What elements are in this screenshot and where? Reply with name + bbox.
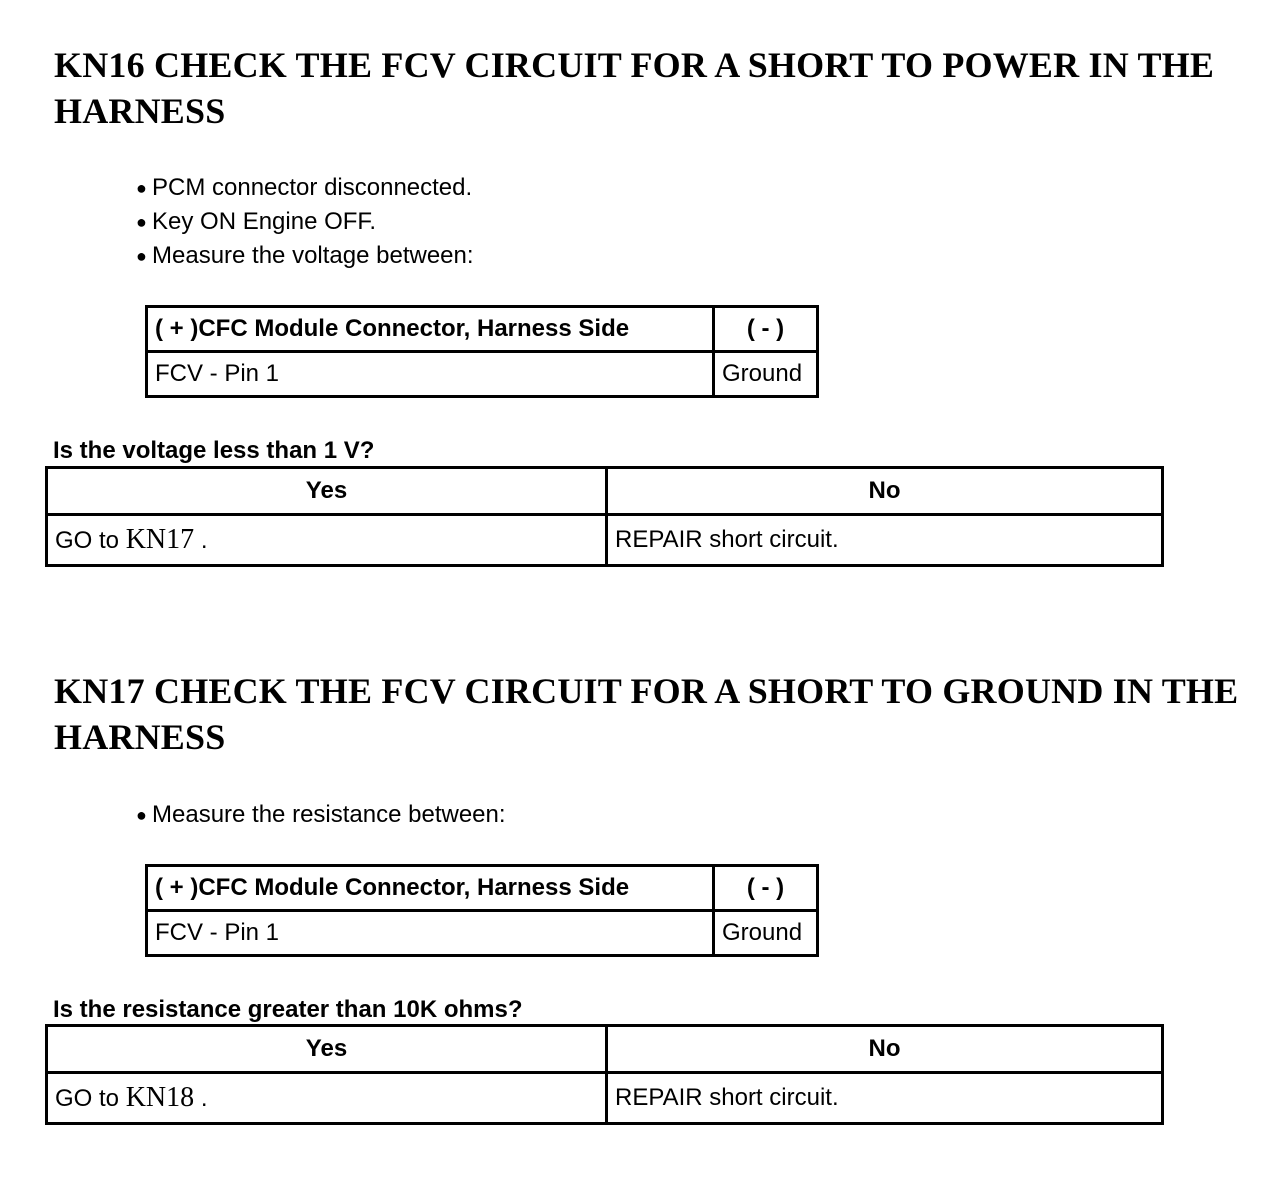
instruction-item (136, 171, 474, 205)
positive-lead-header: ( + )CFC Module Connector, Harness Side (147, 866, 714, 911)
table-row (47, 515, 1163, 566)
table-header-row (147, 866, 818, 911)
yes-action-prefix: GO to (55, 527, 120, 554)
no-header: No (607, 1026, 1163, 1073)
no-action: REPAIR short circuit. (607, 515, 1163, 566)
table-header-row (47, 1026, 1163, 1073)
instruction-text: Measure the voltage between: (152, 242, 474, 269)
step-link-kn18[interactable]: KN18 (125, 1082, 195, 1113)
bullet-icon: ● (136, 246, 147, 266)
result-table-kn16 (45, 466, 1164, 567)
section-title-kn17: KN17 CHECK THE FCV CIRCUIT FOR A SHORT TO GROUND IN THE HARNESS (54, 671, 1239, 757)
positive-lead-header: ( + )CFC Module Connector, Harness Side (147, 307, 714, 352)
instruction-text: PCM connector disconnected. (152, 174, 473, 201)
instruction-text: Key ON Engine OFF. (152, 208, 377, 235)
step-link-kn17[interactable]: KN17 (125, 524, 195, 555)
negative-lead-value: Ground (714, 911, 818, 956)
instruction-text: Measure the resistance between: (152, 801, 506, 828)
negative-lead-header: ( - ) (714, 866, 818, 911)
instruction-list-kn17 (136, 798, 506, 832)
negative-lead-header: ( - ) (714, 307, 818, 352)
table-header-row (147, 307, 818, 352)
instruction-item (136, 798, 506, 832)
positive-lead-value: FCV - Pin 1 (147, 352, 714, 397)
table-row (147, 911, 818, 956)
positive-lead-value: FCV - Pin 1 (147, 911, 714, 956)
bullet-icon: ● (136, 178, 147, 198)
no-action: REPAIR short circuit. (607, 1073, 1163, 1124)
bullet-icon: ● (136, 805, 147, 825)
yes-action-suffix: . (200, 527, 208, 554)
section-title-kn16: KN16 CHECK THE FCV CIRCUIT FOR A SHORT TO POWER IN THE HARNESS (54, 45, 1215, 131)
bullet-icon: ● (136, 212, 147, 232)
negative-lead-value: Ground (714, 352, 818, 397)
result-table-kn17 (45, 1024, 1164, 1125)
instruction-item (136, 205, 474, 239)
instruction-item (136, 239, 474, 273)
yes-header: Yes (47, 468, 607, 515)
instruction-list-kn16 (136, 171, 474, 273)
yes-action-prefix: GO to (55, 1085, 120, 1112)
yes-header: Yes (47, 1026, 607, 1073)
no-header: No (607, 468, 1163, 515)
measurement-table-kn16 (145, 305, 819, 398)
table-header-row (47, 468, 1163, 515)
table-row (47, 1073, 1163, 1124)
yes-action (47, 1073, 607, 1124)
table-row (147, 352, 818, 397)
question-kn17: Is the resistance greater than 10K ohms? (53, 996, 523, 1023)
yes-action (47, 515, 607, 566)
yes-action-suffix: . (200, 1085, 208, 1112)
measurement-table-kn17 (145, 864, 819, 957)
question-kn16: Is the voltage less than 1 V? (53, 437, 375, 464)
